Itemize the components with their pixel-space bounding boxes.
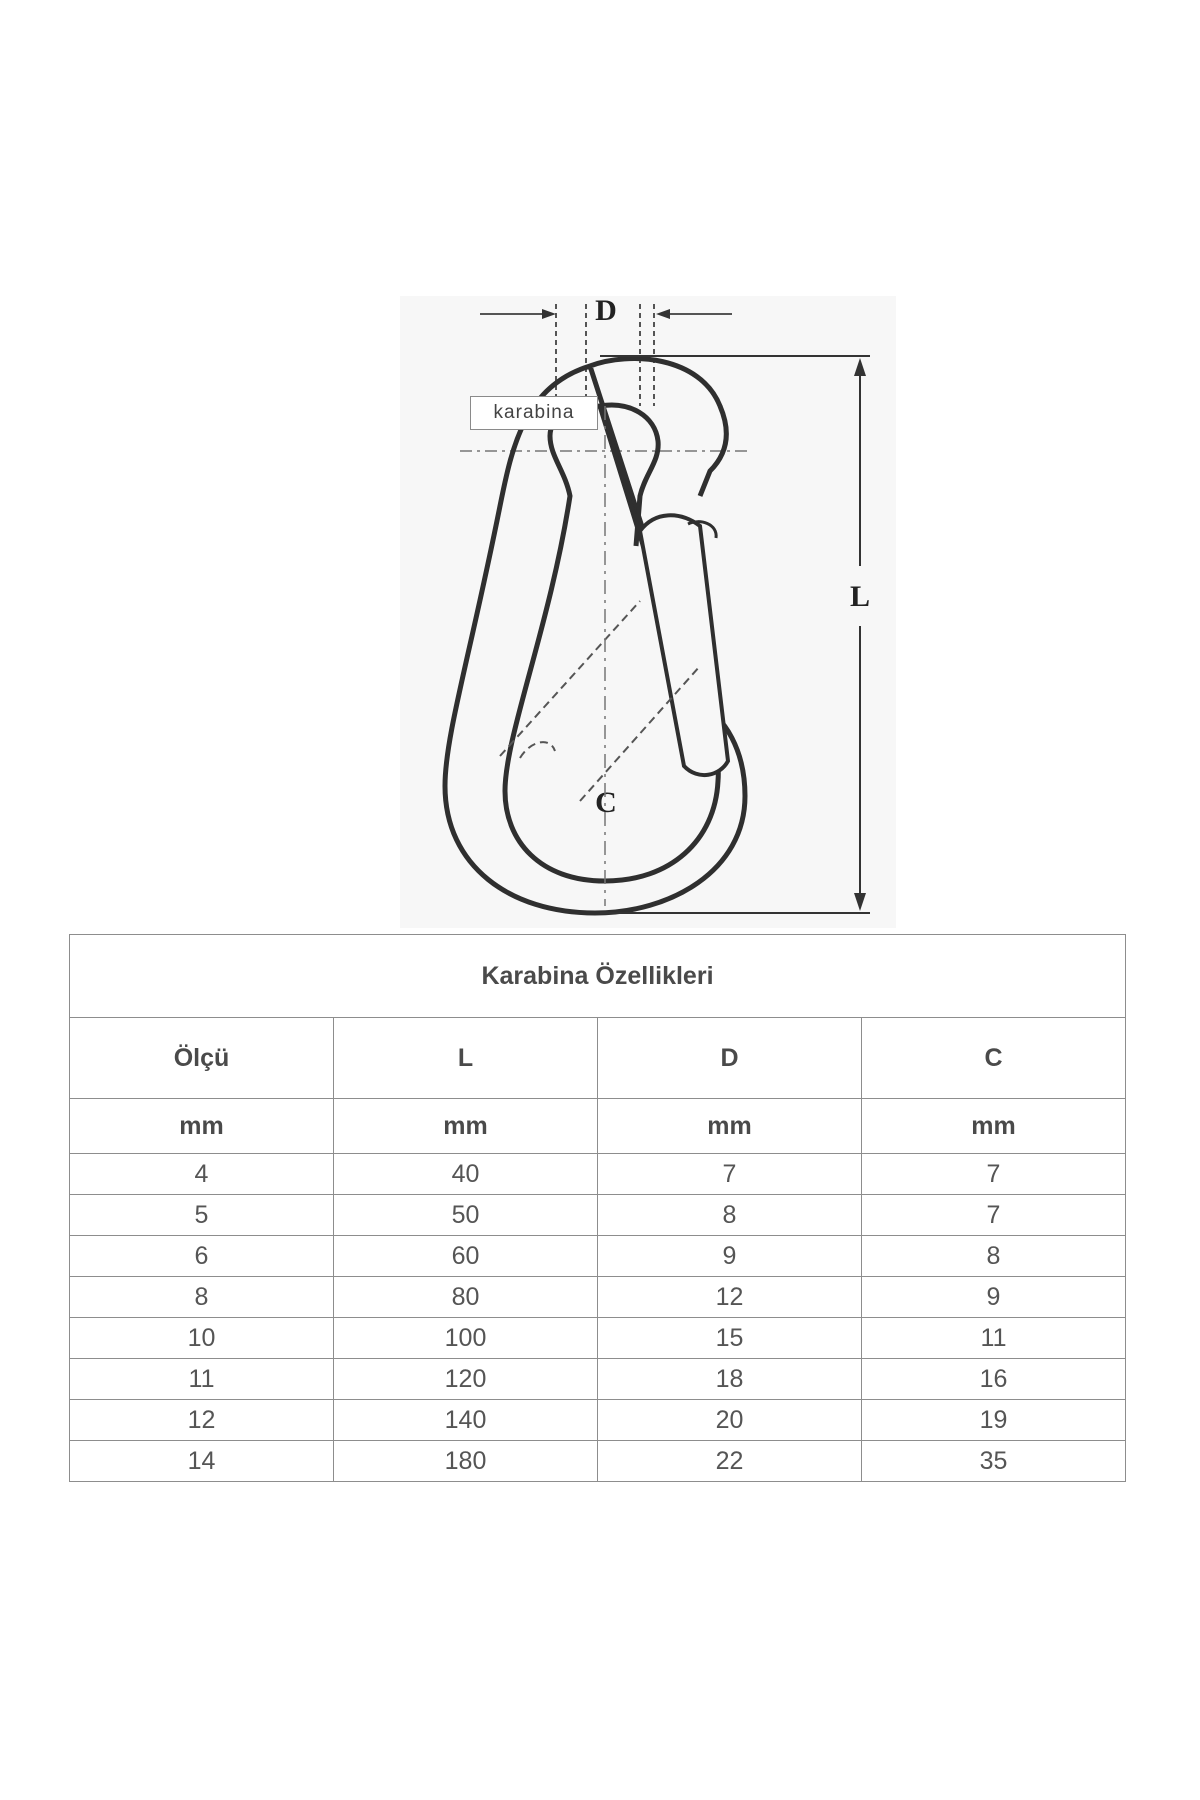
cell-l: 100 (334, 1318, 598, 1359)
cell-size: 10 (70, 1318, 334, 1359)
carabiner-drawing (400, 296, 896, 928)
table-title: Karabina Özellikleri (70, 935, 1126, 1018)
cell-d: 8 (598, 1195, 862, 1236)
cell-l: 80 (334, 1277, 598, 1318)
cell-c: 19 (862, 1400, 1126, 1441)
header-d: D (598, 1018, 862, 1099)
cell-size: 4 (70, 1154, 334, 1195)
d-letter: D (595, 296, 617, 327)
unit-d: mm (598, 1099, 862, 1154)
table-row (70, 1318, 1126, 1359)
table-row (70, 1154, 1126, 1195)
cell-size: 8 (70, 1277, 334, 1318)
cell-c: 8 (862, 1236, 1126, 1277)
image-label: karabina (470, 396, 598, 430)
unit-size: mm (70, 1099, 334, 1154)
cell-l: 50 (334, 1195, 598, 1236)
cell-size: 6 (70, 1236, 334, 1277)
cell-d: 7 (598, 1154, 862, 1195)
table-row (70, 1236, 1126, 1277)
cell-l: 120 (334, 1359, 598, 1400)
c-letter: C (595, 786, 617, 819)
header-c: C (862, 1018, 1126, 1099)
carabiner-diagram (400, 296, 896, 928)
cell-size: 5 (70, 1195, 334, 1236)
l-letter: L (849, 580, 871, 613)
unit-l: mm (334, 1099, 598, 1154)
cell-l: 140 (334, 1400, 598, 1441)
cell-c: 7 (862, 1195, 1126, 1236)
cell-d: 22 (598, 1441, 862, 1482)
cell-c: 7 (862, 1154, 1126, 1195)
table-title-row (70, 935, 1126, 1018)
cell-d: 12 (598, 1277, 862, 1318)
cell-c: 16 (862, 1359, 1126, 1400)
cell-d: 18 (598, 1359, 862, 1400)
cell-c: 35 (862, 1441, 1126, 1482)
table-row (70, 1441, 1126, 1482)
cell-d: 9 (598, 1236, 862, 1277)
cell-c: 11 (862, 1318, 1126, 1359)
table-row (70, 1195, 1126, 1236)
spec-table (69, 934, 1126, 1482)
cell-size: 12 (70, 1400, 334, 1441)
cell-d: 15 (598, 1318, 862, 1359)
cell-d: 20 (598, 1400, 862, 1441)
cell-l: 60 (334, 1236, 598, 1277)
l-dimension (600, 356, 870, 913)
cell-c: 9 (862, 1277, 1126, 1318)
cell-size: 14 (70, 1441, 334, 1482)
cell-l: 40 (334, 1154, 598, 1195)
table-header-row (70, 1018, 1126, 1099)
spring-gate (640, 515, 728, 775)
unit-c: mm (862, 1099, 1126, 1154)
table-row (70, 1400, 1126, 1441)
table-unit-row (70, 1099, 1126, 1154)
header-l: L (334, 1018, 598, 1099)
header-size: Ölçü (70, 1018, 334, 1099)
table-row (70, 1277, 1126, 1318)
cell-l: 180 (334, 1441, 598, 1482)
cell-size: 11 (70, 1359, 334, 1400)
table-row (70, 1359, 1126, 1400)
